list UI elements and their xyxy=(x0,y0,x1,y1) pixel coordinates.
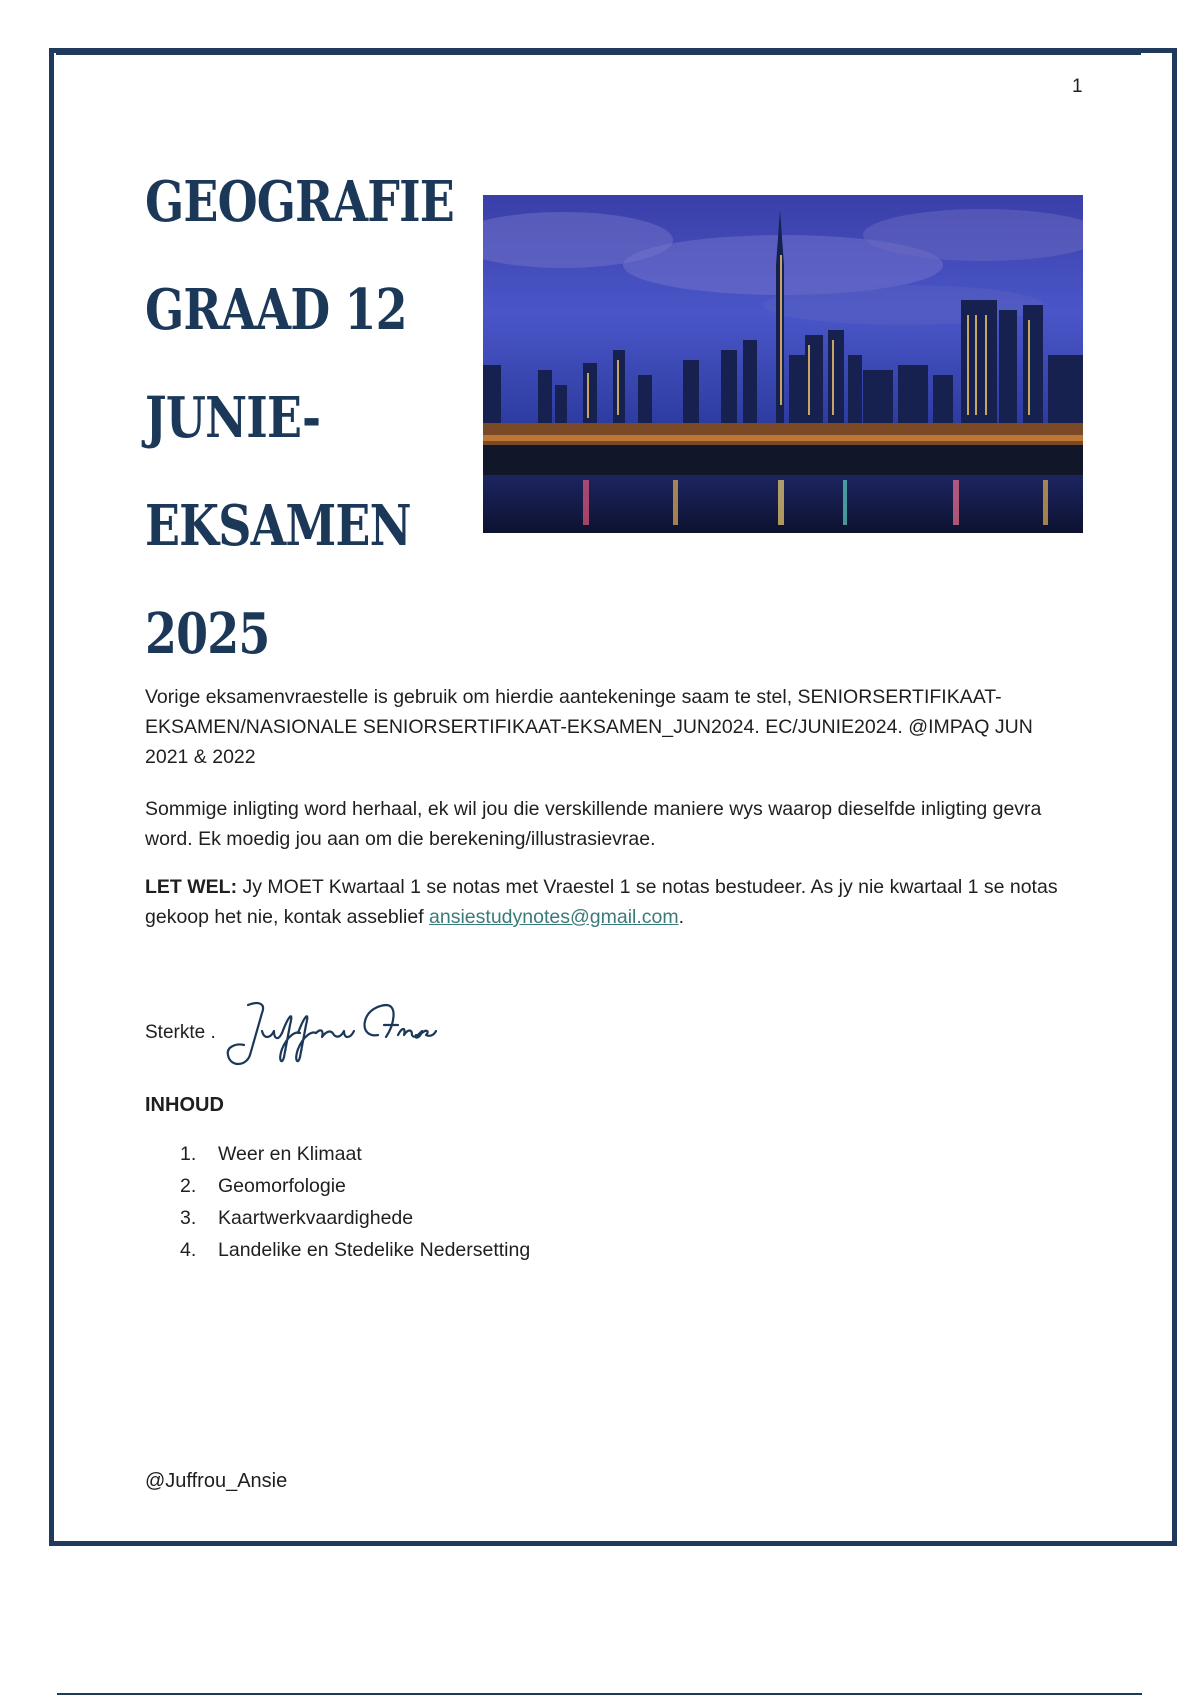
title-line-5: 2025 xyxy=(145,601,270,667)
toc-item-label: Kaartwerkvaardighede xyxy=(218,1207,414,1229)
toc-item-label: Weer en Klimaat xyxy=(218,1143,362,1165)
title-line-1: GEOGRAFIE xyxy=(145,169,454,235)
toc-item xyxy=(180,1170,530,1202)
toc-item-label: Landelike en Stedelike Nedersetting xyxy=(218,1239,531,1261)
toc-item xyxy=(180,1138,530,1170)
city-skyline-night-image xyxy=(483,195,1083,533)
signoff-text: Sterkte . xyxy=(145,1022,216,1043)
toc-heading: INHOUD xyxy=(145,1094,224,1116)
title-line-3: JUNIE- xyxy=(145,385,321,451)
handwritten-signature xyxy=(218,995,438,1070)
title-line-2: GRAAD 12 xyxy=(145,277,407,343)
toc-item-number: 3. xyxy=(180,1207,197,1229)
toc-item-number: 4. xyxy=(180,1239,197,1261)
email-link[interactable]: ansiestudynotes@gmail.com xyxy=(429,906,679,928)
page-number: 1 xyxy=(1072,76,1083,97)
toc-item-label: Geomorfologie xyxy=(218,1175,346,1197)
toc-list xyxy=(180,1138,530,1266)
toc-item xyxy=(180,1234,530,1266)
author-handle: @Juffrou_Ansie xyxy=(145,1470,288,1492)
note-paragraph xyxy=(145,872,1075,932)
title-line-4: EKSAMEN xyxy=(145,493,411,559)
toc-item-number: 1. xyxy=(180,1143,197,1165)
note-end: . xyxy=(678,906,685,928)
bottom-rule xyxy=(57,1693,1142,1695)
intro-paragraph: Vorige eksamenvraestelle is gebruik om hierdie aantekeninge saam te stel, SENIORSERTIFIKAAT-EKSAMEN/NASIONALE SENIORSERTIFIKAAT-EKSAMEN_JUN2024. EC/JUNIE2024. @IMPAQ JUN 2021 & 2022 xyxy=(145,686,1033,768)
note-text: Jy MOET Kwartaal 1 se notas met Vraestel 1 se notas bestudeer. As jy nie kwartaal 1 se notas gekoop het nie, kontak asseblief xyxy=(145,876,1058,928)
note-label: LET WEL: xyxy=(145,876,238,898)
toc-item xyxy=(180,1202,530,1234)
toc-item-number: 2. xyxy=(180,1175,197,1197)
info-paragraph: Sommige inligting word herhaal, ek wil jou die verskillende maniere wys waarop dieselfde inligting gevra word. Ek moedig jou aan om die berekening/illustrasievrae. xyxy=(145,798,1042,850)
document-title xyxy=(145,148,454,688)
